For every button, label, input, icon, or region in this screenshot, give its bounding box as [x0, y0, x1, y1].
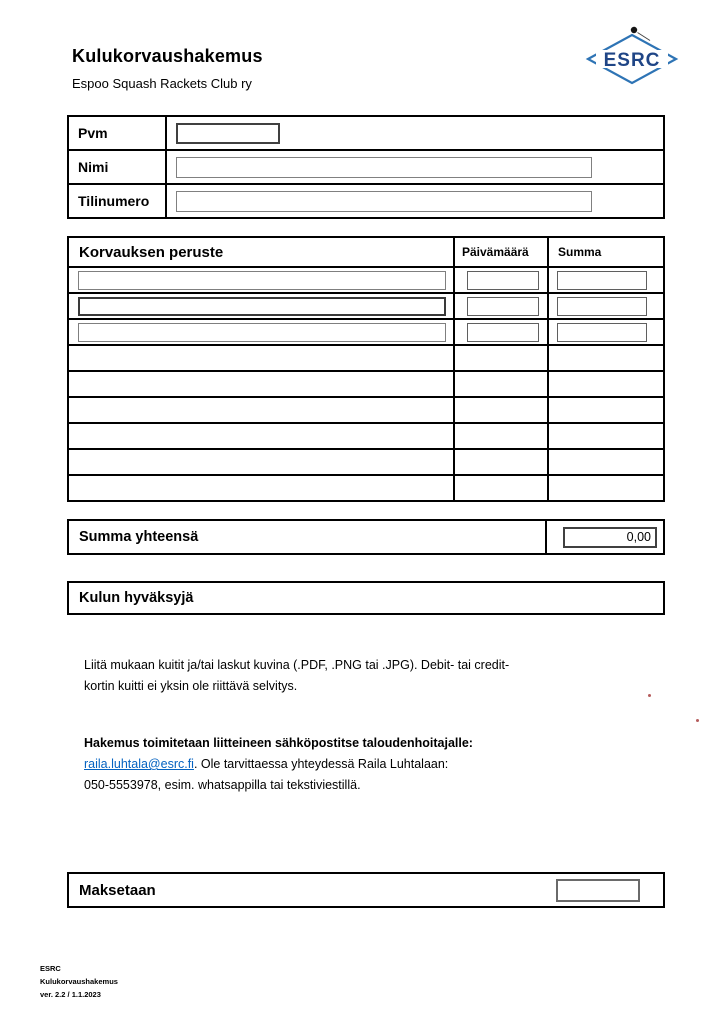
esrc-club-logo — [583, 24, 683, 86]
date-cell — [455, 476, 549, 500]
sum-cell — [549, 372, 663, 396]
basis-cell — [69, 320, 455, 344]
sum-cell — [549, 294, 663, 318]
date-cell — [455, 398, 549, 422]
footer-doc-line: Kulukorvaushakemus — [40, 977, 118, 986]
table-row — [69, 117, 663, 151]
date-cell — [455, 320, 549, 344]
sum-cell — [549, 424, 663, 448]
sum-cell — [549, 476, 663, 500]
expense-row-3 — [69, 320, 663, 346]
attachment-instructions — [84, 655, 509, 697]
submission-contact-text: . Ole tarvittaessa yhteydessä Raila Luhtalaan: — [193, 757, 449, 771]
expense-amount-input-1[interactable] — [557, 271, 647, 290]
attachment-instructions-line-2: kortin kuitti ei yksin ole riittävä selvitys. — [84, 679, 298, 693]
date-column-header: Päivämäärä — [455, 238, 549, 266]
table-row — [69, 185, 663, 217]
submission-instructions — [84, 733, 473, 796]
expense-description-input-3[interactable] — [78, 323, 446, 342]
expense-approver-bar — [67, 581, 665, 615]
basis-cell — [69, 398, 455, 422]
expense-date-input-1[interactable] — [467, 271, 539, 290]
sum-cell — [549, 398, 663, 422]
basis-cell — [69, 424, 455, 448]
footer-version-line: ver. 2.2 / 1.1.2023 — [40, 990, 101, 999]
red-speck-mark-1 — [648, 694, 651, 697]
red-speck-mark-2 — [696, 719, 699, 722]
logo-text: ESRC — [603, 50, 661, 71]
expense-description-input-2[interactable] — [78, 297, 446, 316]
date-cell — [455, 372, 549, 396]
total-sum-bar — [67, 519, 665, 555]
applicant-info-table — [67, 115, 665, 219]
expense-table-header — [69, 238, 663, 268]
page-title: Kulukorvaushakemus — [72, 46, 263, 66]
name-cell — [167, 151, 663, 183]
footer-org-line: ESRC — [40, 964, 61, 973]
date-cell — [455, 268, 549, 292]
basis-cell — [69, 372, 455, 396]
date-cell — [455, 424, 549, 448]
expense-amount-input-3[interactable] — [557, 323, 647, 342]
expense-row-5 — [69, 372, 663, 398]
payment-label: Maksetaan — [79, 881, 156, 899]
sum-cell — [549, 320, 663, 344]
submission-phone-line: 050-5553978, esim. whatsappilla tai tekstiviestillä. — [84, 778, 361, 792]
total-sum-input[interactable] — [563, 527, 657, 548]
payment-bar — [67, 872, 665, 908]
date-input[interactable] — [176, 123, 280, 144]
expense-row-2 — [69, 294, 663, 320]
account-number-cell — [167, 185, 663, 217]
basis-column-header: Korvauksen peruste — [69, 238, 455, 266]
expense-row-8 — [69, 450, 663, 476]
name-input[interactable] — [176, 157, 592, 178]
expense-row-4 — [69, 346, 663, 372]
date-cell — [455, 294, 549, 318]
basis-cell — [69, 450, 455, 474]
basis-cell — [69, 268, 455, 292]
basis-cell — [69, 294, 455, 318]
date-cell — [455, 346, 549, 370]
club-name: Espoo Squash Rackets Club ry — [72, 76, 252, 91]
expense-table — [67, 236, 665, 502]
attachment-instructions-line-1: Liitä mukaan kuitit ja/tai laskut kuvina (.PDF, .PNG tai .JPG). Debit- tai credit- — [84, 658, 510, 672]
expense-approver-label: Kulun hyväksyjä — [79, 590, 194, 606]
account-number-input[interactable] — [176, 191, 592, 212]
treasurer-email-link[interactable]: raila.luhtala@esrc.fi — [84, 757, 194, 771]
submission-contact-line — [84, 754, 473, 775]
sum-column-header: Summa — [558, 245, 602, 259]
expense-amount-input-2[interactable] — [557, 297, 647, 316]
payment-date-input[interactable] — [556, 879, 640, 902]
document-footer — [40, 962, 118, 1001]
expense-row-1 — [69, 268, 663, 294]
submission-instructions-bold-line: Hakemus toimitetaan liitteineen sähköpostitse taloudenhoitajalle: — [84, 736, 473, 750]
date-cell — [455, 450, 549, 474]
expense-date-input-3[interactable] — [467, 323, 539, 342]
expense-row-7 — [69, 424, 663, 450]
sum-cell — [549, 346, 663, 370]
name-label: Nimi — [69, 151, 167, 183]
basis-cell — [69, 346, 455, 370]
expense-date-input-2[interactable] — [467, 297, 539, 316]
total-sum-cell — [547, 527, 663, 548]
sum-cell — [549, 268, 663, 292]
expense-description-input-1[interactable] — [78, 271, 446, 290]
table-row — [69, 151, 663, 185]
expense-row-6 — [69, 398, 663, 424]
basis-cell — [69, 476, 455, 500]
account-number-label: Tilinumero — [69, 185, 167, 217]
logo-squash-ball-icon — [631, 27, 637, 33]
total-sum-label: Summa yhteensä — [79, 529, 199, 545]
sum-cell — [549, 450, 663, 474]
date-label: Pvm — [69, 117, 167, 149]
date-cell — [167, 117, 663, 149]
expense-row-9 — [69, 476, 663, 500]
